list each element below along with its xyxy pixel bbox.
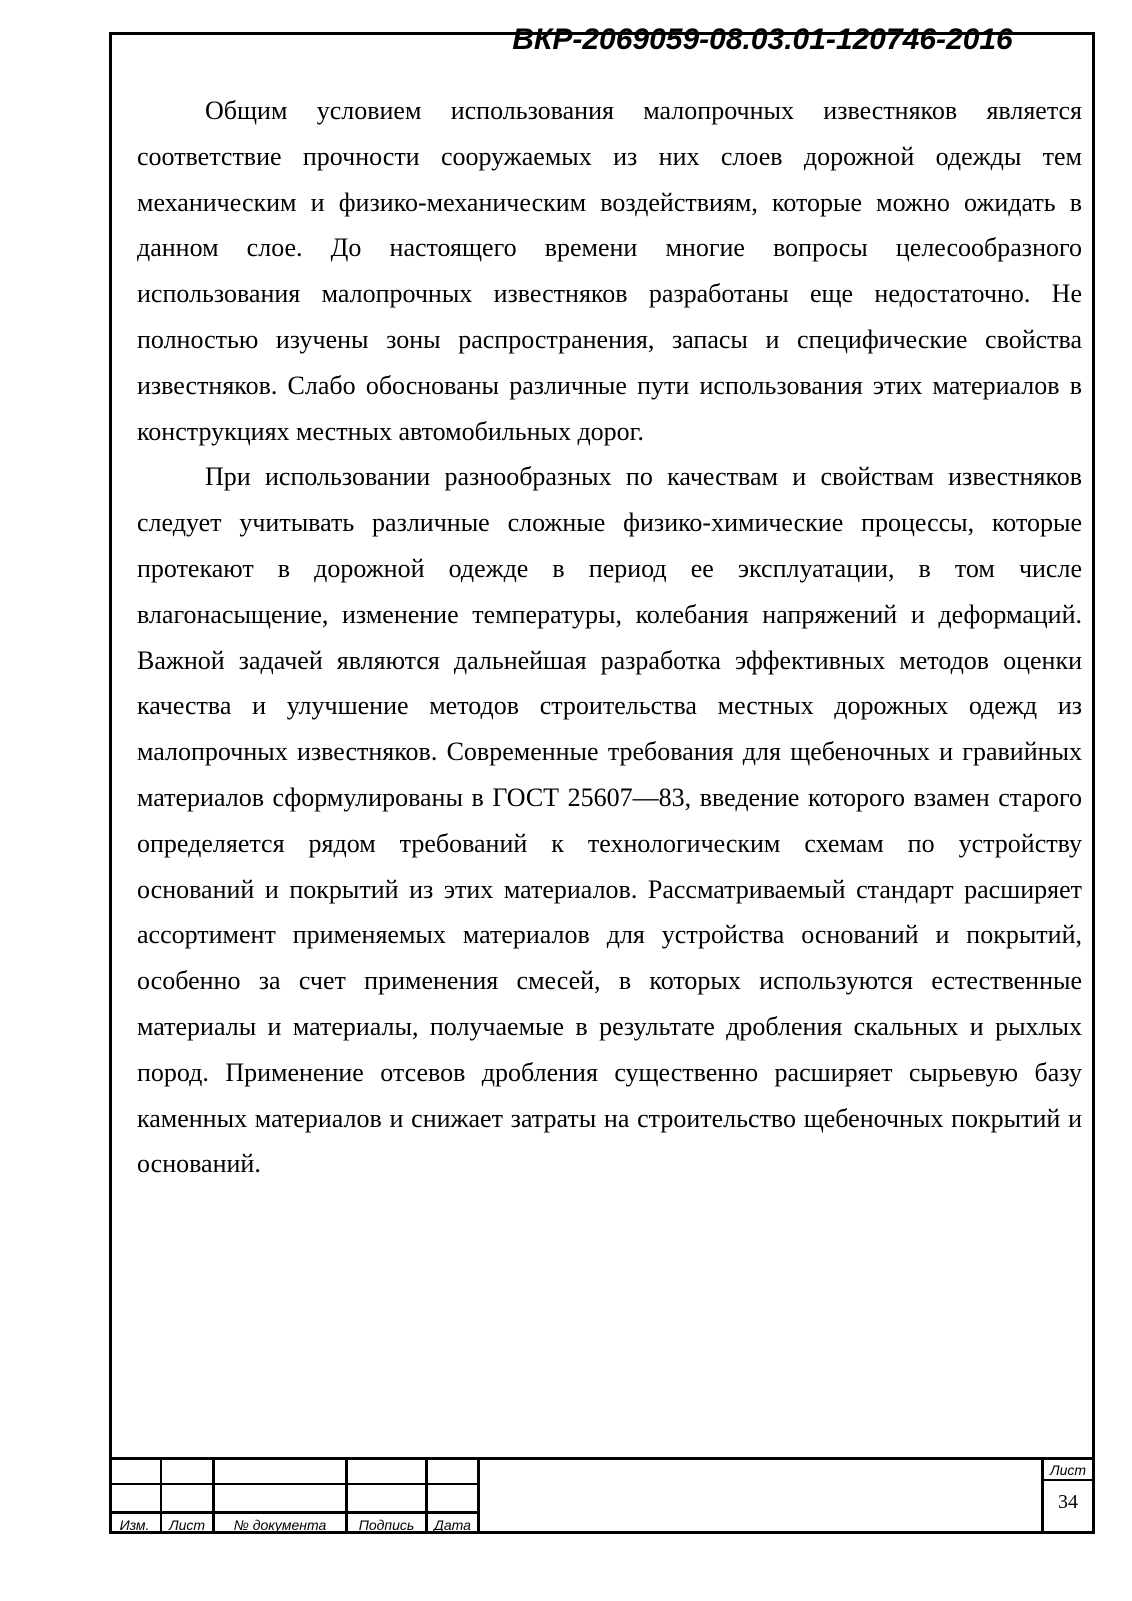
label-sheet: Лист	[168, 1517, 206, 1533]
label-date: Дата	[434, 1517, 471, 1533]
stamp-row-line	[1041, 1479, 1095, 1481]
label-change: Изм.	[119, 1517, 150, 1533]
sheet-number: 34	[1058, 1491, 1078, 1513]
document-code: ВКР-2069059-08.03.01-120746-2016	[512, 23, 1013, 56]
sheet-label: Лист	[1049, 1462, 1087, 1478]
stamp-row-line	[109, 1483, 479, 1485]
stamp-row-line	[109, 1511, 479, 1514]
paragraph-2: При использовании разнообразных по качествам и свойствам известняков следует учитывать различные сложные физико-химические процессы, которые протекают в дорожной одежде в период ее эксплуатации, в том числе влагонасыщение, изменение температуры, колебания напряжений и деформаций. Важной задачей являются дальнейшая разработка эффективных методов оценки качества и улучшение методов строительства местных дорожных одежд из малопрочных известняков. Современные требования для щебеночных и гравийных материалов сформулированы в ГОСТ 25607—83, введение которого взамен старого определяется рядом требований к технологическим схемам по устройству оснований и покрытий из этих материалов. Рассматриваемый стандарт расширяет ассортимент применяемых материалов для устройства оснований и покрытий, особенно за счет применения смесей, в которых используются естественные материалы и материалы, получаемые в результате дробления скальных и рыхлых пород. Применение отсевов дробления существенно расширяет сырьевую базу каменных материалов и снижает затраты на строительство щебеночных покрытий и оснований.	[137, 462, 1082, 1179]
document-body	[137, 88, 1082, 1187]
stamp-col-line	[477, 1457, 480, 1534]
title-block	[109, 1457, 1095, 1534]
label-signature: Подпись	[358, 1517, 415, 1533]
stamp-top-border	[109, 1457, 1095, 1460]
paragraph-1: Общим условием использования малопрочных известняков является соответствие прочности сооружаемых из них слоев дорожной одежды тем механическим и физико-механическим воздействиям, которые можно ожидать в данном слое. До настоящего времени многие вопросы целесообразного использования малопрочных известняков разработаны еще недостаточно. Не полностью изучены зоны распространения, запасы и специфические свойства известняков. Слабо обоснованы различные пути использования этих материалов в конструкциях местных автомобильных дорог.	[137, 96, 1082, 446]
label-document-number: № документа	[233, 1517, 327, 1533]
